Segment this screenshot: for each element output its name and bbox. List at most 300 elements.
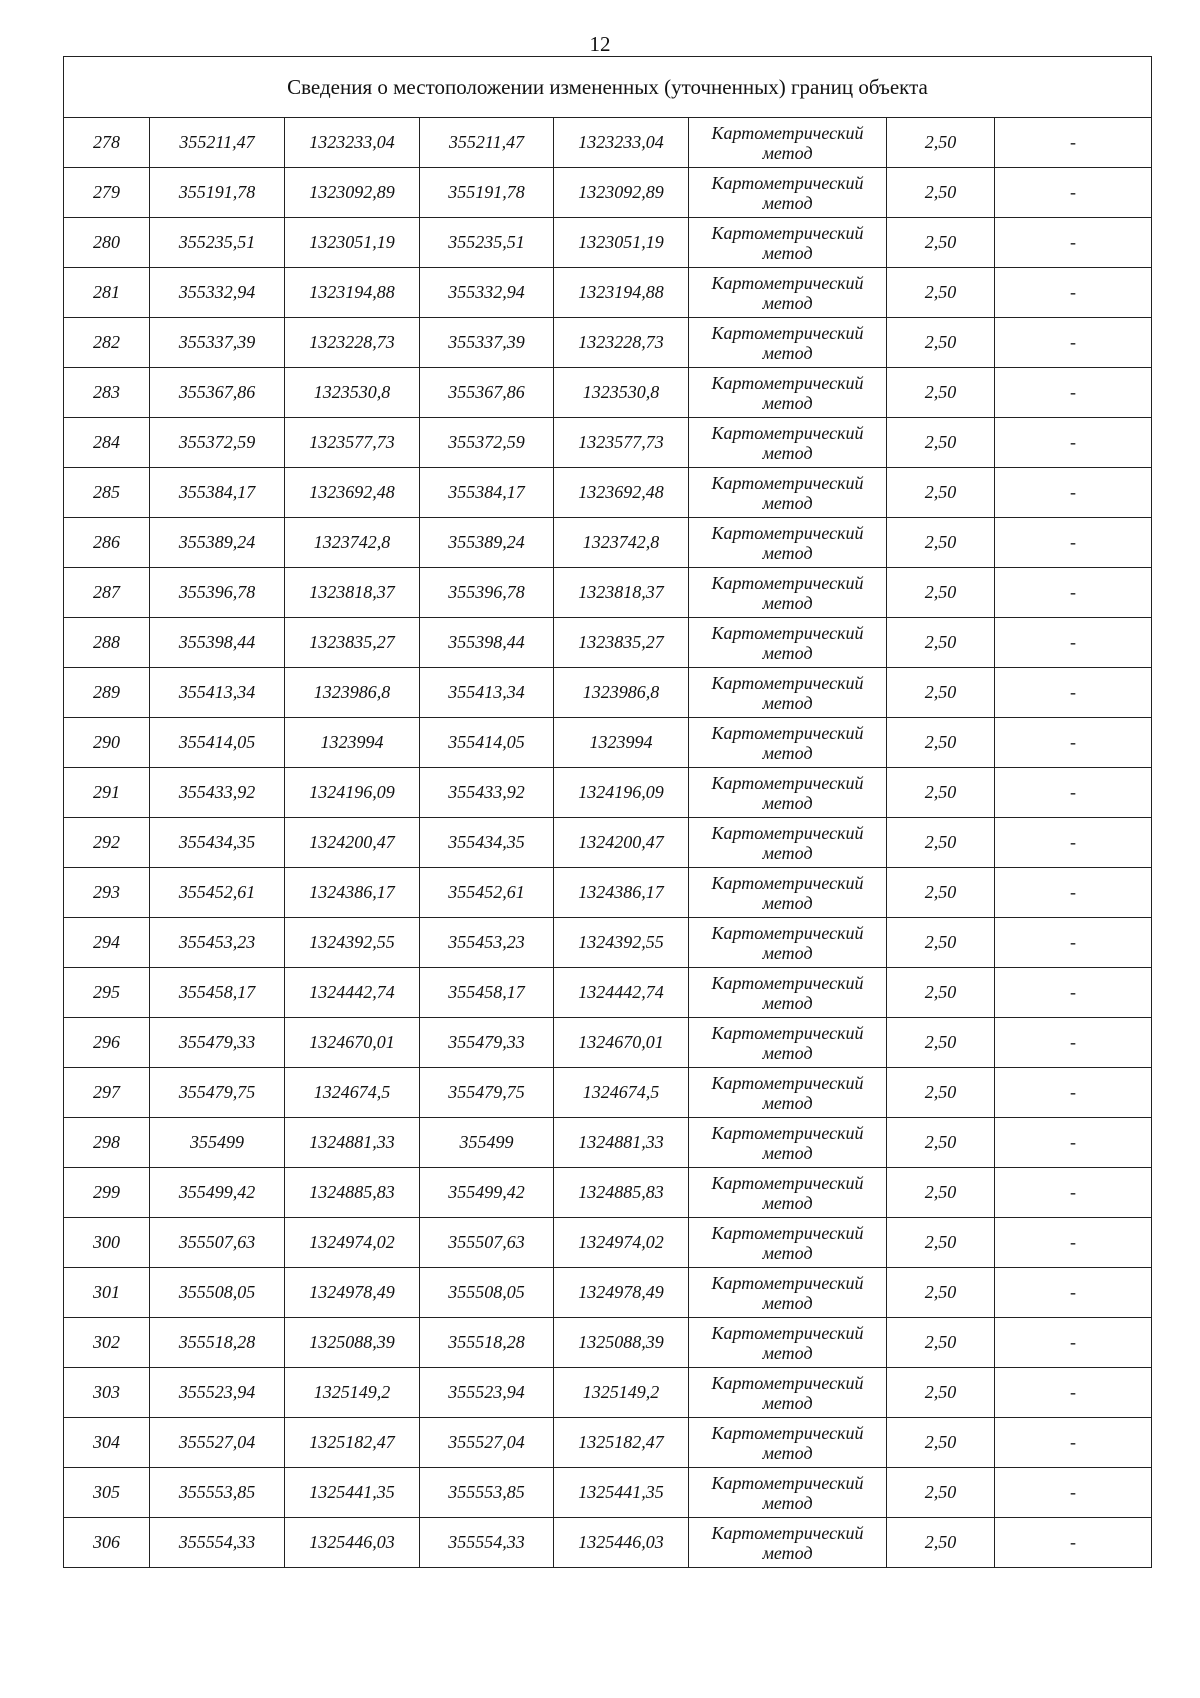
table-row [64, 868, 1152, 918]
method-line-2: метод [762, 1442, 813, 1463]
existing-y-cell: 1325446,03 [285, 1518, 420, 1568]
table-title-row [64, 57, 1152, 118]
existing-y-cell: 1325088,39 [285, 1318, 420, 1368]
table-row [64, 418, 1152, 468]
note-cell: - [995, 618, 1152, 668]
method-line-1: Картометрический [711, 372, 864, 393]
existing-y-cell: 1324974,02 [285, 1218, 420, 1268]
method-line-1: Картометрический [711, 772, 864, 793]
new-y-cell: 1323194,88 [554, 268, 689, 318]
existing-y-cell: 1325182,47 [285, 1418, 420, 1468]
existing-x-cell: 355414,05 [150, 718, 285, 768]
point-number-cell: 293 [64, 868, 150, 918]
note-cell: - [995, 1068, 1152, 1118]
method-line-1: Картометрический [711, 222, 864, 243]
new-x-cell: 355396,78 [420, 568, 554, 618]
note-cell: - [995, 318, 1152, 368]
existing-y-cell: 1323577,73 [285, 418, 420, 468]
note-cell: - [995, 668, 1152, 718]
new-x-cell: 355554,33 [420, 1518, 554, 1568]
accuracy-cell: 2,50 [887, 468, 995, 518]
method-line-1: Картометрический [711, 322, 864, 343]
method-cell [689, 218, 887, 268]
table-row [64, 518, 1152, 568]
existing-x-cell: 355389,24 [150, 518, 285, 568]
accuracy-cell: 2,50 [887, 768, 995, 818]
method-line-1: Картометрический [711, 972, 864, 993]
method-line-1: Картометрический [711, 1322, 864, 1343]
point-number-cell: 287 [64, 568, 150, 618]
accuracy-cell: 2,50 [887, 968, 995, 1018]
accuracy-cell: 2,50 [887, 668, 995, 718]
table-row [64, 168, 1152, 218]
point-number-cell: 298 [64, 1118, 150, 1168]
method-line-1: Картометрический [711, 1072, 864, 1093]
new-x-cell: 355211,47 [420, 118, 554, 168]
method-line-2: метод [762, 942, 813, 963]
method-line-2: метод [762, 192, 813, 213]
page-number: 12 [589, 32, 611, 56]
method-cell [689, 468, 887, 518]
method-line-1: Картометрический [711, 622, 864, 643]
method-line-2: метод [762, 1042, 813, 1063]
new-y-cell: 1323986,8 [554, 668, 689, 718]
new-y-cell: 1324674,5 [554, 1068, 689, 1118]
existing-x-cell: 355372,59 [150, 418, 285, 468]
method-line-2: метод [762, 1292, 813, 1313]
method-line-1: Картометрический [711, 1272, 864, 1293]
table-row [64, 1018, 1152, 1068]
new-x-cell: 355479,75 [420, 1068, 554, 1118]
table-row [64, 268, 1152, 318]
existing-x-cell: 355554,33 [150, 1518, 285, 1568]
note-cell: - [995, 1118, 1152, 1168]
existing-y-cell: 1324885,83 [285, 1168, 420, 1218]
new-y-cell: 1325441,35 [554, 1468, 689, 1518]
method-line-1: Картометрический [711, 272, 864, 293]
existing-y-cell: 1324670,01 [285, 1018, 420, 1068]
table-row [64, 1468, 1152, 1518]
note-cell: - [995, 1268, 1152, 1318]
method-line-2: метод [762, 792, 813, 813]
accuracy-cell: 2,50 [887, 818, 995, 868]
existing-x-cell: 355479,75 [150, 1068, 285, 1118]
new-x-cell: 355499 [420, 1118, 554, 1168]
existing-y-cell: 1323228,73 [285, 318, 420, 368]
note-cell: - [995, 568, 1152, 618]
table-title: Сведения о местоположении измененных (уточненных) границ объекта [64, 57, 1152, 118]
new-y-cell: 1324885,83 [554, 1168, 689, 1218]
existing-x-cell: 355523,94 [150, 1368, 285, 1418]
method-line-2: метод [762, 442, 813, 463]
table-row [64, 468, 1152, 518]
point-number-cell: 290 [64, 718, 150, 768]
accuracy-cell: 2,50 [887, 1518, 995, 1568]
existing-x-cell: 355458,17 [150, 968, 285, 1018]
point-number-cell: 306 [64, 1518, 150, 1568]
method-line-2: метод [762, 1392, 813, 1413]
note-cell: - [995, 468, 1152, 518]
accuracy-cell: 2,50 [887, 718, 995, 768]
existing-x-cell: 355398,44 [150, 618, 285, 668]
new-x-cell: 355479,33 [420, 1018, 554, 1068]
point-number-cell: 297 [64, 1068, 150, 1118]
point-number-cell: 296 [64, 1018, 150, 1068]
method-line-1: Картометрический [711, 872, 864, 893]
method-cell [689, 1468, 887, 1518]
method-cell [689, 918, 887, 968]
existing-x-cell: 355211,47 [150, 118, 285, 168]
accuracy-cell: 2,50 [887, 1268, 995, 1318]
new-y-cell: 1323228,73 [554, 318, 689, 368]
method-line-1: Картометрический [711, 672, 864, 693]
existing-y-cell: 1323742,8 [285, 518, 420, 568]
accuracy-cell: 2,50 [887, 218, 995, 268]
existing-y-cell: 1323530,8 [285, 368, 420, 418]
new-x-cell: 355453,23 [420, 918, 554, 968]
table-row [64, 718, 1152, 768]
existing-y-cell: 1324392,55 [285, 918, 420, 968]
point-number-cell: 286 [64, 518, 150, 568]
table-row [64, 1118, 1152, 1168]
point-number-cell: 292 [64, 818, 150, 868]
existing-x-cell: 355191,78 [150, 168, 285, 218]
table-row [64, 618, 1152, 668]
method-cell [689, 1018, 887, 1068]
method-line-2: метод [762, 892, 813, 913]
point-number-cell: 283 [64, 368, 150, 418]
method-line-2: метод [762, 992, 813, 1013]
method-line-2: метод [762, 492, 813, 513]
method-line-2: метод [762, 342, 813, 363]
note-cell: - [995, 768, 1152, 818]
new-x-cell: 355458,17 [420, 968, 554, 1018]
method-line-2: метод [762, 142, 813, 163]
method-cell [689, 368, 887, 418]
note-cell: - [995, 818, 1152, 868]
accuracy-cell: 2,50 [887, 318, 995, 368]
existing-y-cell: 1323986,8 [285, 668, 420, 718]
point-number-cell: 279 [64, 168, 150, 218]
new-y-cell: 1323577,73 [554, 418, 689, 468]
note-cell: - [995, 718, 1152, 768]
accuracy-cell: 2,50 [887, 1218, 995, 1268]
new-y-cell: 1323233,04 [554, 118, 689, 168]
table-row [64, 118, 1152, 168]
point-number-cell: 302 [64, 1318, 150, 1368]
accuracy-cell: 2,50 [887, 1118, 995, 1168]
new-y-cell: 1323051,19 [554, 218, 689, 268]
accuracy-cell: 2,50 [887, 1418, 995, 1468]
method-line-2: метод [762, 242, 813, 263]
point-number-cell: 278 [64, 118, 150, 168]
new-y-cell: 1325149,2 [554, 1368, 689, 1418]
new-x-cell: 355518,28 [420, 1318, 554, 1368]
method-line-1: Картометрический [711, 1372, 864, 1393]
new-y-cell: 1325088,39 [554, 1318, 689, 1368]
method-cell [689, 868, 887, 918]
new-x-cell: 355191,78 [420, 168, 554, 218]
existing-x-cell: 355332,94 [150, 268, 285, 318]
method-cell [689, 1268, 887, 1318]
existing-y-cell: 1324978,49 [285, 1268, 420, 1318]
point-number-cell: 282 [64, 318, 150, 368]
method-cell [689, 118, 887, 168]
new-y-cell: 1324974,02 [554, 1218, 689, 1268]
existing-y-cell: 1324196,09 [285, 768, 420, 818]
point-number-cell: 300 [64, 1218, 150, 1268]
method-line-1: Картометрический [711, 1522, 864, 1543]
method-cell [689, 718, 887, 768]
note-cell: - [995, 268, 1152, 318]
existing-y-cell: 1324442,74 [285, 968, 420, 1018]
existing-x-cell: 355235,51 [150, 218, 285, 268]
method-line-1: Картометрический [711, 1172, 864, 1193]
method-cell [689, 268, 887, 318]
method-cell [689, 1218, 887, 1268]
method-line-2: метод [762, 742, 813, 763]
existing-y-cell: 1323818,37 [285, 568, 420, 618]
new-x-cell: 355499,42 [420, 1168, 554, 1218]
new-y-cell: 1323530,8 [554, 368, 689, 418]
note-cell: - [995, 218, 1152, 268]
existing-x-cell: 355337,39 [150, 318, 285, 368]
table-row [64, 1168, 1152, 1218]
accuracy-cell: 2,50 [887, 118, 995, 168]
new-x-cell: 355372,59 [420, 418, 554, 468]
new-y-cell: 1323818,37 [554, 568, 689, 618]
point-number-cell: 301 [64, 1268, 150, 1318]
method-line-1: Картометрический [711, 1472, 864, 1493]
new-y-cell: 1323692,48 [554, 468, 689, 518]
point-number-cell: 294 [64, 918, 150, 968]
existing-y-cell: 1323194,88 [285, 268, 420, 318]
table-row [64, 768, 1152, 818]
method-cell [689, 1518, 887, 1568]
method-line-2: метод [762, 1542, 813, 1563]
existing-y-cell: 1323994 [285, 718, 420, 768]
existing-x-cell: 355434,35 [150, 818, 285, 868]
method-cell [689, 768, 887, 818]
existing-x-cell: 355367,86 [150, 368, 285, 418]
new-x-cell: 355508,05 [420, 1268, 554, 1318]
existing-x-cell: 355553,85 [150, 1468, 285, 1518]
point-number-cell: 304 [64, 1418, 150, 1468]
method-line-1: Картометрический [711, 922, 864, 943]
existing-x-cell: 355527,04 [150, 1418, 285, 1468]
method-cell [689, 1418, 887, 1468]
new-y-cell: 1324670,01 [554, 1018, 689, 1068]
method-line-1: Картометрический [711, 172, 864, 193]
table-row [64, 1268, 1152, 1318]
method-cell [689, 418, 887, 468]
method-line-1: Картометрический [711, 572, 864, 593]
new-x-cell: 355367,86 [420, 368, 554, 418]
existing-x-cell: 355452,61 [150, 868, 285, 918]
accuracy-cell: 2,50 [887, 418, 995, 468]
accuracy-cell: 2,50 [887, 568, 995, 618]
method-cell [689, 568, 887, 618]
table-row [64, 1518, 1152, 1568]
existing-x-cell: 355508,05 [150, 1268, 285, 1318]
method-cell [689, 1118, 887, 1168]
note-cell: - [995, 1168, 1152, 1218]
existing-x-cell: 355518,28 [150, 1318, 285, 1368]
boundary-coordinates-table [63, 56, 1152, 1568]
method-cell [689, 1318, 887, 1368]
method-line-2: метод [762, 392, 813, 413]
point-number-cell: 288 [64, 618, 150, 668]
point-number-cell: 295 [64, 968, 150, 1018]
new-x-cell: 355414,05 [420, 718, 554, 768]
new-y-cell: 1324881,33 [554, 1118, 689, 1168]
note-cell: - [995, 1368, 1152, 1418]
new-x-cell: 355337,39 [420, 318, 554, 368]
table-row [64, 368, 1152, 418]
accuracy-cell: 2,50 [887, 618, 995, 668]
note-cell: - [995, 1218, 1152, 1268]
new-y-cell: 1324386,17 [554, 868, 689, 918]
existing-y-cell: 1325149,2 [285, 1368, 420, 1418]
new-y-cell: 1324196,09 [554, 768, 689, 818]
method-cell [689, 318, 887, 368]
table-row [64, 1218, 1152, 1268]
new-y-cell: 1323835,27 [554, 618, 689, 668]
table-row [64, 668, 1152, 718]
method-cell [689, 1368, 887, 1418]
point-number-cell: 305 [64, 1468, 150, 1518]
existing-x-cell: 355499 [150, 1118, 285, 1168]
table-row [64, 818, 1152, 868]
point-number-cell: 303 [64, 1368, 150, 1418]
note-cell: - [995, 168, 1152, 218]
table-row [64, 1068, 1152, 1118]
new-x-cell: 355332,94 [420, 268, 554, 318]
new-x-cell: 355235,51 [420, 218, 554, 268]
method-line-2: метод [762, 1092, 813, 1113]
new-x-cell: 355433,92 [420, 768, 554, 818]
note-cell: - [995, 1018, 1152, 1068]
accuracy-cell: 2,50 [887, 918, 995, 968]
note-cell: - [995, 918, 1152, 968]
existing-x-cell: 355499,42 [150, 1168, 285, 1218]
method-line-2: метод [762, 292, 813, 313]
existing-x-cell: 355453,23 [150, 918, 285, 968]
existing-x-cell: 355396,78 [150, 568, 285, 618]
existing-y-cell: 1323233,04 [285, 118, 420, 168]
point-number-cell: 285 [64, 468, 150, 518]
point-number-cell: 280 [64, 218, 150, 268]
table-row [64, 1318, 1152, 1368]
accuracy-cell: 2,50 [887, 1068, 995, 1118]
note-cell: - [995, 1318, 1152, 1368]
accuracy-cell: 2,50 [887, 1468, 995, 1518]
existing-x-cell: 355507,63 [150, 1218, 285, 1268]
new-x-cell: 355553,85 [420, 1468, 554, 1518]
new-y-cell: 1324978,49 [554, 1268, 689, 1318]
method-line-1: Картометрический [711, 1022, 864, 1043]
method-cell [689, 1168, 887, 1218]
new-y-cell: 1324442,74 [554, 968, 689, 1018]
existing-y-cell: 1323835,27 [285, 618, 420, 668]
new-y-cell: 1323742,8 [554, 518, 689, 568]
table-row [64, 318, 1152, 368]
existing-y-cell: 1323051,19 [285, 218, 420, 268]
new-y-cell: 1323092,89 [554, 168, 689, 218]
accuracy-cell: 2,50 [887, 268, 995, 318]
method-cell [689, 668, 887, 718]
method-line-2: метод [762, 592, 813, 613]
method-line-2: метод [762, 1192, 813, 1213]
method-line-2: метод [762, 1142, 813, 1163]
new-x-cell: 355507,63 [420, 1218, 554, 1268]
method-cell [689, 1068, 887, 1118]
new-y-cell: 1323994 [554, 718, 689, 768]
method-line-1: Картометрический [711, 1122, 864, 1143]
new-x-cell: 355389,24 [420, 518, 554, 568]
new-x-cell: 355413,34 [420, 668, 554, 718]
method-line-1: Картометрический [711, 122, 864, 143]
method-line-2: метод [762, 1342, 813, 1363]
point-number-cell: 299 [64, 1168, 150, 1218]
note-cell: - [995, 118, 1152, 168]
new-y-cell: 1324392,55 [554, 918, 689, 968]
new-x-cell: 355452,61 [420, 868, 554, 918]
new-y-cell: 1324200,47 [554, 818, 689, 868]
method-line-1: Картометрический [711, 722, 864, 743]
existing-y-cell: 1324881,33 [285, 1118, 420, 1168]
existing-y-cell: 1324674,5 [285, 1068, 420, 1118]
new-x-cell: 355398,44 [420, 618, 554, 668]
table-row [64, 568, 1152, 618]
accuracy-cell: 2,50 [887, 168, 995, 218]
method-line-2: метод [762, 642, 813, 663]
table-row [64, 218, 1152, 268]
existing-x-cell: 355413,34 [150, 668, 285, 718]
method-line-1: Картометрический [711, 822, 864, 843]
new-x-cell: 355434,35 [420, 818, 554, 868]
existing-y-cell: 1324200,47 [285, 818, 420, 868]
method-line-2: метод [762, 842, 813, 863]
method-line-1: Картометрический [711, 1422, 864, 1443]
accuracy-cell: 2,50 [887, 1318, 995, 1368]
accuracy-cell: 2,50 [887, 1368, 995, 1418]
table-row [64, 918, 1152, 968]
method-cell [689, 968, 887, 1018]
note-cell: - [995, 1418, 1152, 1468]
note-cell: - [995, 518, 1152, 568]
method-line-1: Картометрический [711, 522, 864, 543]
note-cell: - [995, 1518, 1152, 1568]
existing-y-cell: 1323692,48 [285, 468, 420, 518]
method-cell [689, 518, 887, 568]
new-y-cell: 1325446,03 [554, 1518, 689, 1568]
existing-x-cell: 355384,17 [150, 468, 285, 518]
existing-x-cell: 355479,33 [150, 1018, 285, 1068]
existing-y-cell: 1324386,17 [285, 868, 420, 918]
new-x-cell: 355527,04 [420, 1418, 554, 1468]
accuracy-cell: 2,50 [887, 1018, 995, 1068]
method-cell [689, 618, 887, 668]
accuracy-cell: 2,50 [887, 868, 995, 918]
method-cell [689, 168, 887, 218]
table-row [64, 1368, 1152, 1418]
existing-x-cell: 355433,92 [150, 768, 285, 818]
method-line-2: метод [762, 542, 813, 563]
new-y-cell: 1325182,47 [554, 1418, 689, 1468]
note-cell: - [995, 418, 1152, 468]
new-x-cell: 355523,94 [420, 1368, 554, 1418]
